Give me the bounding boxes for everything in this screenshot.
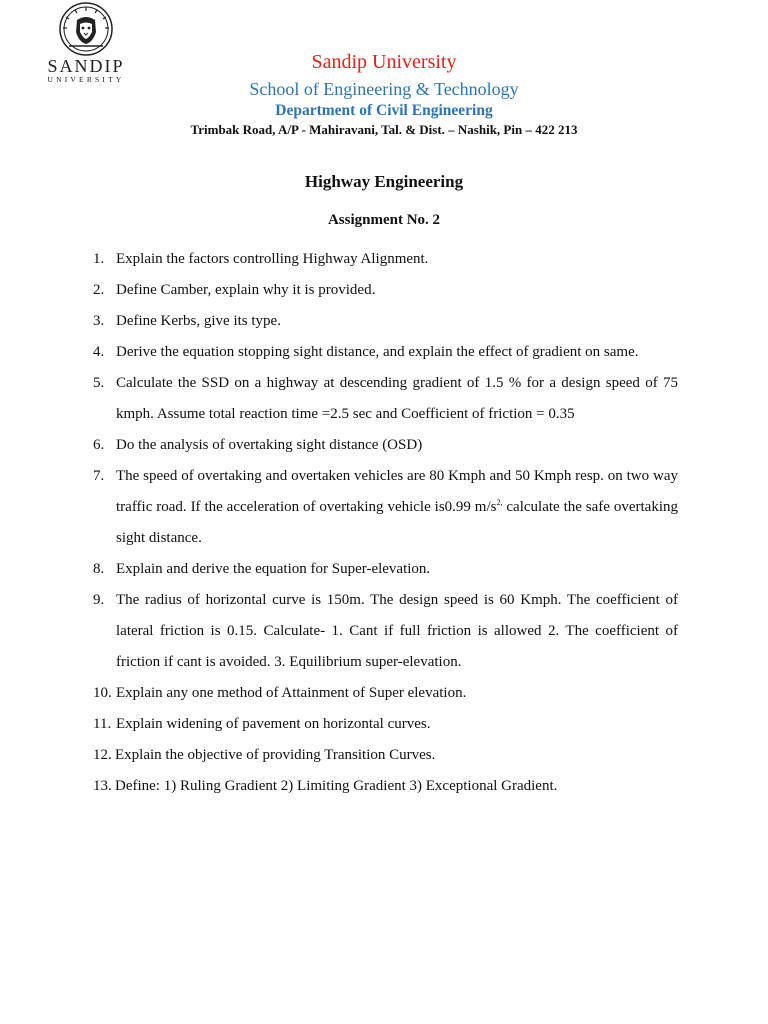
question-item — [93, 771, 678, 802]
superscript: 2, — [496, 498, 503, 507]
question-item — [93, 461, 678, 554]
question-number: 6. — [93, 437, 105, 453]
question-text-continued: calculate the safe overtaking sight distance. — [116, 499, 678, 546]
question-item — [93, 275, 678, 306]
question-text: Calculate the SSD on a highway at descending gradient of 1.5 % for a design speed of 75 kmph. Assume total reaction time =2.5 sec and Coefficient of friction = 0.35 — [116, 375, 678, 422]
question-number: 2. — [93, 282, 105, 298]
university-name: Sandip University — [311, 51, 457, 73]
question-text: The speed of overtaking and overtaken vehicles are 80 Kmph and 50 Kmph resp. on two way traffic road. If the acceleration of overtaking vehicle is0.99 m/s — [116, 468, 678, 515]
question-text: The radius of horizontal curve is 150m. The design speed is 60 Kmph. The coefficient of lateral friction is 0.15. Calculate- 1. Cant if full friction is allowed 2. The coefficient of friction if cant is avoided. 3. Equilibrium super-elevation. — [116, 592, 678, 670]
question-number: 7. — [93, 468, 105, 484]
question-number: 10. — [93, 685, 112, 701]
question-text: Explain any one method of Attainment of Super elevation. — [116, 685, 467, 701]
question-item — [93, 585, 678, 678]
question-number: 5. — [93, 375, 105, 391]
question-text: Derive the equation stopping sight distance, and explain the effect of gradient on same. — [116, 344, 639, 360]
question-number: 11. — [93, 716, 112, 732]
question-text: Explain widening of pavement on horizontal curves. — [116, 716, 431, 732]
question-item — [93, 740, 678, 771]
question-text: Explain the objective of providing Transition Curves. — [115, 747, 436, 763]
question-number: 3. — [93, 313, 105, 329]
question-item — [93, 430, 678, 461]
question-item — [93, 244, 678, 275]
question-number: 12. — [93, 747, 112, 763]
question-text: Define Camber, explain why it is provided. — [116, 282, 376, 298]
question-number: 13. — [93, 778, 112, 794]
school-name: School of Engineering & Technology — [249, 79, 519, 99]
question-item — [93, 709, 678, 740]
logo-name: SANDIP — [47, 56, 125, 76]
question-text: Explain and derive the equation for Super-elevation. — [116, 561, 431, 577]
question-item — [93, 337, 678, 368]
question-list — [93, 244, 678, 802]
question-number: 1. — [93, 251, 105, 267]
subject-title: Highway Engineering — [304, 172, 464, 191]
question-item — [93, 306, 678, 337]
question-text: Do the analysis of overtaking sight distance (OSD) — [116, 437, 423, 453]
question-text: Define Kerbs, give its type. — [116, 313, 281, 329]
address: Trimbak Road, A/P - Mahiravani, Tal. & Dist. – Nashik, Pin – 422 213 — [190, 122, 578, 137]
lion-emblem-icon — [55, 2, 117, 56]
department-name: Department of Civil Engineering — [275, 102, 493, 119]
question-item — [93, 554, 678, 585]
question-number: 8. — [93, 561, 105, 577]
question-item — [93, 678, 678, 709]
question-number: 9. — [93, 592, 105, 608]
question-text: Define: 1) Ruling Gradient 2) Limiting Gradient 3) Exceptional Gradient. — [115, 778, 558, 794]
letterhead — [100, 50, 668, 139]
question-item — [93, 368, 678, 430]
assignment-title: Assignment No. 2 — [327, 212, 441, 228]
question-text: Explain the factors controlling Highway Alignment. — [116, 251, 429, 267]
question-number: 4. — [93, 344, 105, 360]
logo-subtitle: UNIVERSITY — [47, 75, 125, 84]
